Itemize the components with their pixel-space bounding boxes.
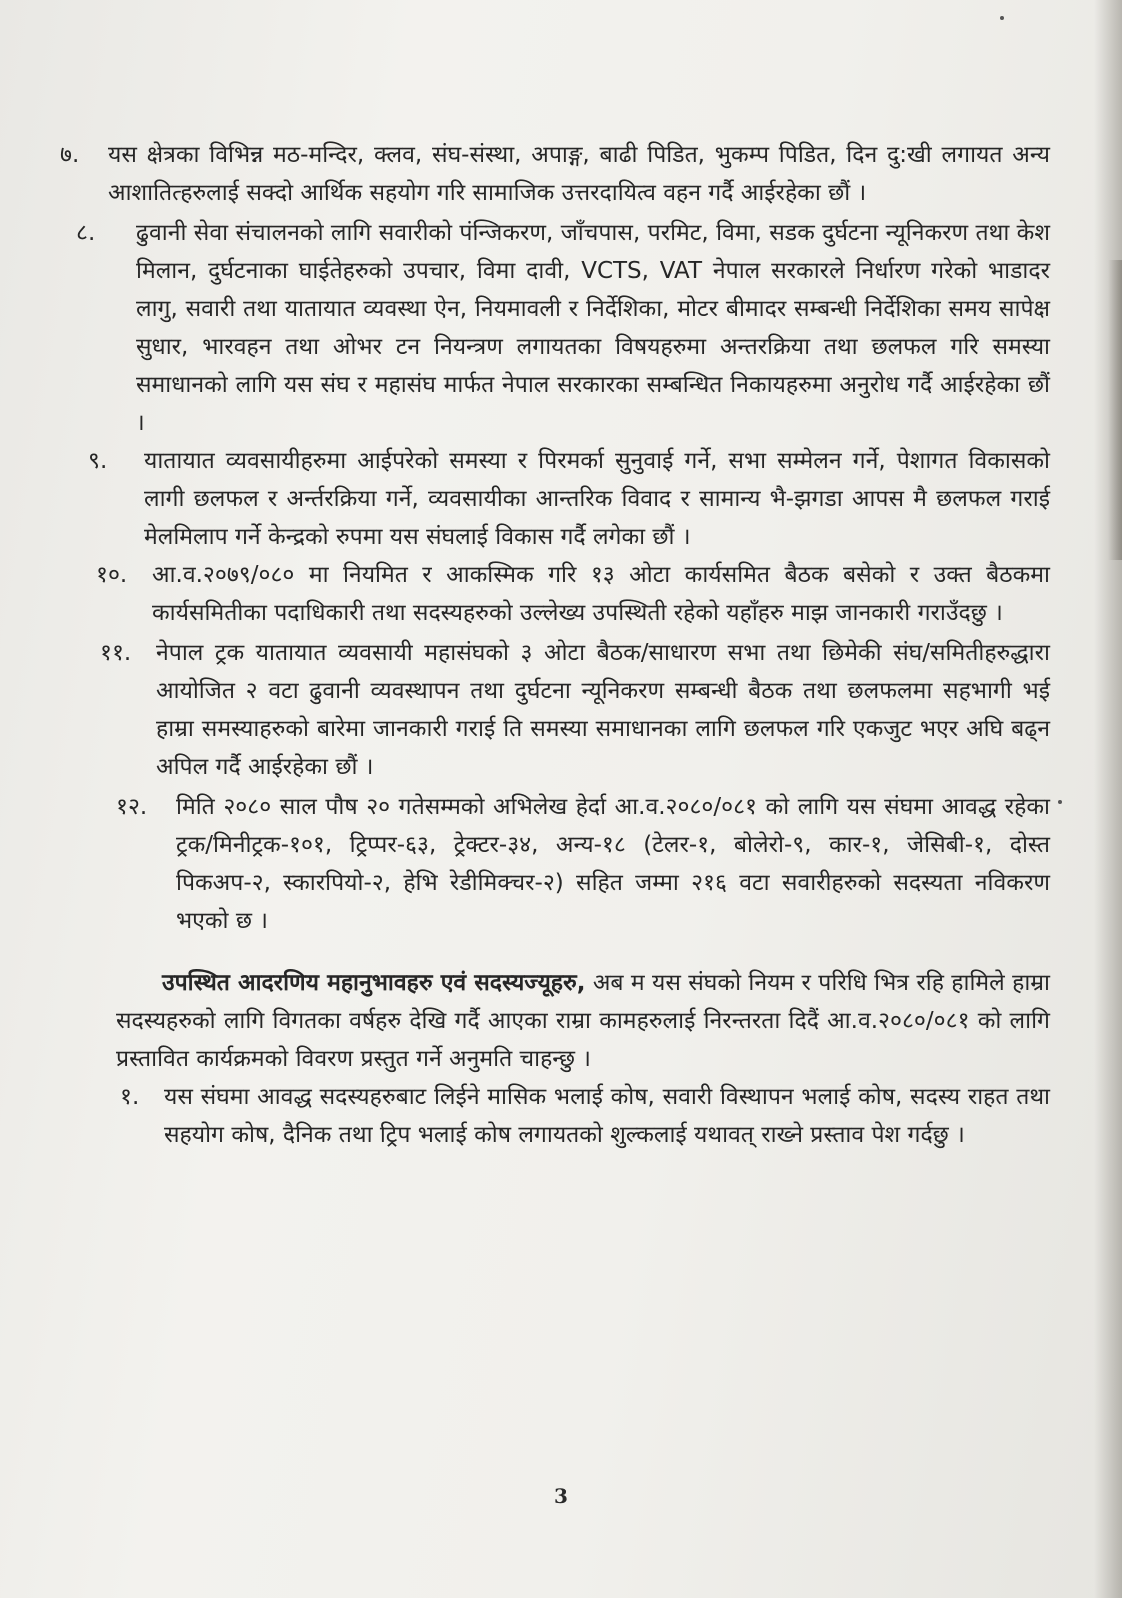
list-text: यातायात व्यवसायीहरुमा आईपरेको समस्या र पिरमर्का सुनुवाई गर्ने, सभा सम्मेलन गर्ने, पेशागत विकासको लागी छलफल र अर्न्तरक्रिया गर्ने, व्यवसायीका आन्तरिक विवाद र सामान्य भै-झगडा आपस मै छलफल गराई मेलमिलाप गर्ने केन्द्रको रुपमा यस संघलाई विकास गर्दै लगेका छौं ।: [144, 448, 1050, 550]
list-item-8: [60, 214, 1050, 442]
document-body: [60, 136, 1050, 1154]
list-text: ढुवानी सेवा संचालनको लागि सवारीको पंन्जिकरण, जाँचपास, परमिट, विमा, सडक दुर्घटना न्यूनिकरण तथा केश मिलान, दुर्घटनाका घाईतेहरुको उपचार, विमा दावी, VCTS, VAT नेपाल सरकारले निर्धारण गरेको भाडादर लागु, सवारी तथा यातायात व्यवस्था ऐन, नियमावली र निर्देशिका, मोटर बीमादर सम्बन्धी निर्देशिका समय सापेक्ष सुधार, भारवहन तथा ओभर टन नियन्त्रण लगायतका विषयहरुमा अन्तरक्रिया तथा छलफल गरि समस्या समाधानको लागि यस संघ र महासंघ मार्फत नेपाल सरकारका सम्बन्धित निकायहरुमा अनुरोध गर्दै आईरहेका छौं ।: [136, 220, 1050, 436]
list-number: ७.: [60, 142, 80, 168]
address-paragraph: [60, 964, 1050, 1078]
list-text: नेपाल ट्रक यातायात व्यवसायी महासंघको ३ ओटा बैठक/साधारण सभा तथा छिमेकी संघ/समितीहरुद्धारा आयोजित २ वटा ढुवानी व्यवस्थापन तथा दुर्घटना न्यूनिकरण सम्बन्धी बैठक तथा छलफलमा सहभागी भई हाम्रा समस्याहरुको बारेमा जानकारी गराई ति समस्या समाधानका लागि छलफल गरि एकजुट भएर अघि बढ्न अपिल गर्दै आईरहेका छौं ।: [156, 640, 1050, 780]
list-text: मिति २०८० साल पौष २० गतेसम्मको अभिलेख हेर्दा आ.व.२०८०/०८१ को लागि यस संघमा आवद्ध रहेका ट्रक/मिनीट्रक-१०१, ट्रिप्पर-६३, ट्रेक्टर-३४, अन्य-१८ (टेलर-१, बोलेरो-९, कार-१, जेसिबी-१, दोस्त पिकअप-२, स्कारपियो-२, हेभि रेडीमिक्चर-२) सहित जम्मा २१६ वटा सवारीहरुको सदस्यता नविकरण भएको छ ।: [176, 794, 1050, 934]
page-number: 3: [554, 1484, 568, 1508]
list-item-7: [60, 136, 1050, 212]
proposal-item-1: [60, 1078, 1050, 1154]
page-edge-shadow: [1094, 0, 1122, 1598]
list-number: ८.: [76, 220, 96, 246]
address-lead: उपस्थित आदरणिय महानुभावहरु एवं सदस्यज्यूहरु,: [162, 970, 586, 996]
paper-speck: [1058, 800, 1062, 804]
list-item-9: [60, 442, 1050, 556]
address-text: अब म यस संघको नियम र परिधि भित्र रहि हामिले हाम्रा सदस्यहरुको लागि विगतका वर्षहरु देखि गर्दै आएका राम्रा कामहरुलाई निरन्तरता दिदैं आ.व.२०८०/०८१ को लागि प्रस्तावित कार्यक्रमको विवरण प्रस्तुत गर्ने अनुमति चाहन्छु ।: [116, 970, 1050, 1072]
list-number: १२.: [116, 794, 148, 820]
list-text: आ.व.२०७९/०८० मा नियमित र आकस्मिक गरि १३ ओटा कार्यसमित बैठक बसेको र उक्त बैठकमा कार्यसमितीका पदाधिकारी तथा सदस्यहरुको उल्लेख्य उपस्थिती रहेको यहाँहरु माझ जानकारी गराउँदछु ।: [152, 562, 1050, 626]
list-number: ९.: [88, 448, 108, 474]
list-number: ११.: [100, 640, 132, 666]
list-number: १०.: [96, 562, 128, 588]
list-text: यस क्षेत्रका विभिन्न मठ-मन्दिर, क्लव, संघ-संस्था, अपाङ्ग, बाढी पिडित, भुकम्प पिडित, दिन दु:खी लगायत अन्य आशातित्हरुलाई सक्दो आर्थिक सहयोग गरि सामाजिक उत्तरदायित्व वहन गर्दै आईरहेका छौं ।: [108, 142, 1050, 206]
list-text: यस संघमा आवद्ध सदस्यहरुबाट लिईने मासिक भलाई कोष, सवारी विस्थापन भलाई कोष, सदस्य राहत तथा सहयोग कोष, दैनिक तथा ट्रिप भलाई कोष लगायतको शुल्कलाई यथावत् राख्ने प्रस्ताव पेश गर्दछु ।: [164, 1084, 1050, 1148]
list-item-10: [60, 556, 1050, 632]
list-number: १.: [120, 1084, 140, 1110]
page-fold-shadow: [1108, 260, 1122, 560]
paper-speck: [1000, 16, 1004, 20]
list-item-12: [60, 788, 1050, 940]
list-item-11: [60, 634, 1050, 786]
